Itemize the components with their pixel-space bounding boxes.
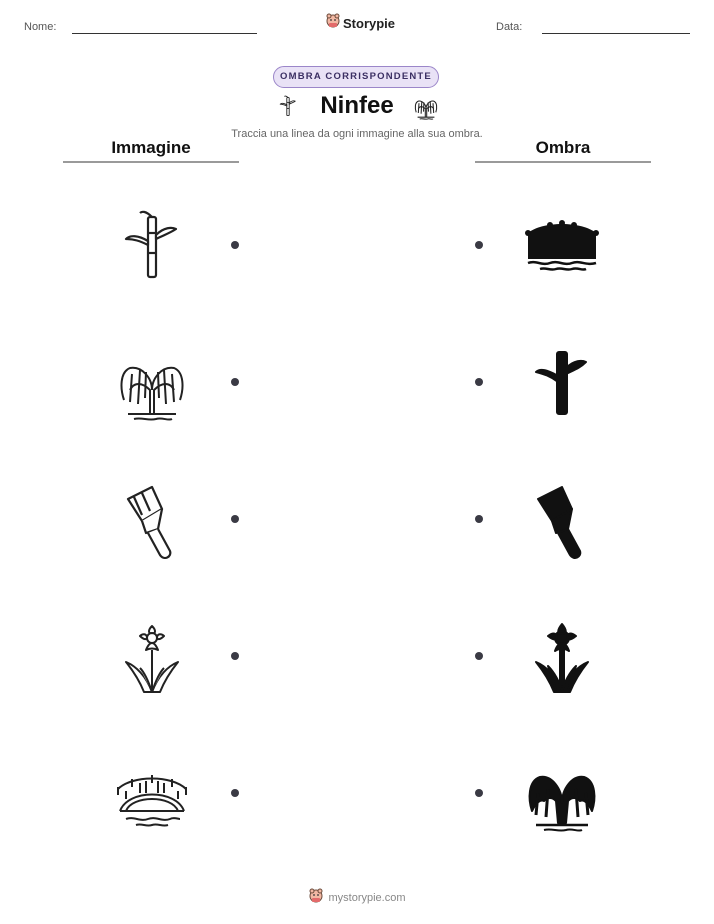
brand-name: Storypie — [343, 16, 396, 31]
page-title: Ninfee — [320, 92, 394, 119]
image-dot-2[interactable] — [231, 378, 239, 386]
bridge-icon — [112, 753, 192, 833]
image-dot-4[interactable] — [231, 652, 239, 660]
shadow-dot-4[interactable] — [475, 652, 483, 660]
shadow-dot-3[interactable] — [475, 515, 483, 523]
right-column-title: Ombra — [535, 138, 591, 157]
shadow-dot-1[interactable] — [475, 241, 483, 249]
image-dot-3[interactable] — [231, 515, 239, 523]
date-label: Data: — [496, 21, 523, 33]
willow-tree-shadow-icon — [522, 753, 602, 833]
footer-url[interactable]: mystorypie.com — [328, 891, 406, 904]
daffodil-shadow-icon — [522, 616, 602, 696]
footer — [0, 888, 714, 907]
worksheet-badge: OMBRA CORRISPONDENTE — [273, 66, 439, 88]
footer-mascot-icon — [308, 888, 324, 907]
title-willow-icon — [412, 92, 440, 120]
shadow-dot-5[interactable] — [475, 789, 483, 797]
shadow-dot-2[interactable] — [475, 378, 483, 386]
right-column-rule — [475, 161, 651, 163]
date-line[interactable] — [542, 33, 690, 34]
instructions: Traccia una linea da ogni immagine alla sua ombra. — [231, 128, 483, 140]
willow-tree-icon — [112, 342, 192, 422]
daffodil-icon — [112, 616, 192, 696]
bamboo-shadow-icon — [522, 342, 602, 422]
left-column-title: Immagine — [111, 138, 191, 157]
name-label: Nome: — [24, 21, 57, 33]
mascot-icon — [325, 13, 341, 34]
bamboo-icon — [112, 205, 192, 285]
brand-logo — [325, 13, 395, 34]
paintbrush-icon — [112, 479, 192, 559]
paintbrush-shadow-icon — [522, 479, 602, 559]
image-dot-1[interactable] — [231, 241, 239, 249]
title-bamboo-icon — [276, 92, 300, 120]
bridge-shadow-icon — [522, 205, 602, 285]
image-dot-5[interactable] — [231, 789, 239, 797]
left-column-rule — [63, 161, 239, 163]
name-line[interactable] — [72, 33, 257, 34]
